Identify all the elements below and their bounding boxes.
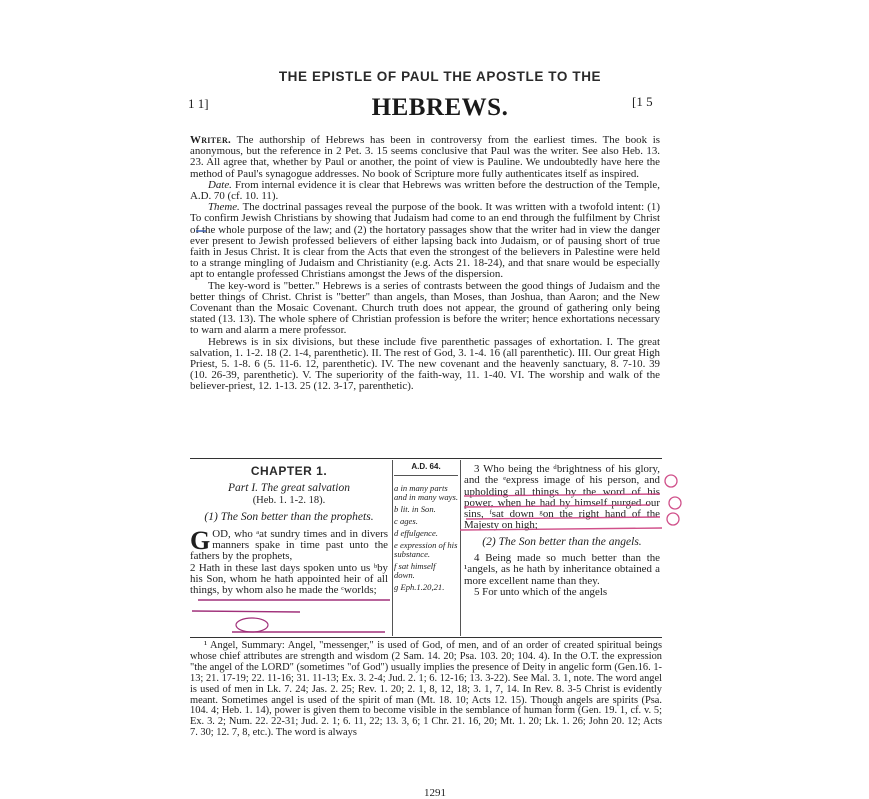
margin-note: b lit. in Son. [394,504,436,514]
section-divider-top [190,458,662,459]
page-number: 1291 [424,787,446,799]
date-text: From internal evidence it is clear that Hebrews was written before the destruction of the Temple, A.D. 70 (cf. 10. 11). [190,178,660,203]
verses-1-2 [190,525,388,597]
writer-paragraph [190,135,660,180]
chapter-heading: CHAPTER 1. [250,464,328,478]
angel-footnote [190,641,662,739]
writer-label: Writer. [190,134,232,146]
verse-3: 3 Who being the ᵈbrightness of his glory, and the ᵉexpress image of his person, and upholding all things by the word of his power, when he had by himself purged our sins, ᶠsat down ᵍon the right hand of the Majesty on high; [464,463,660,532]
epistle-title-line: THE EPISTLE OF PAUL THE APOSTLE TO THE [278,69,602,84]
margin-note: g Eph.1.20,21. [394,582,445,592]
column-divider-right [460,460,461,636]
verse-2: 2 Hath in these last days spoken unto us ᵇby his Son, whom he hath appointed heir of all things, by whom also he made the ᶜworlds; [190,561,388,597]
page-ref-left: 1 1] [188,96,209,111]
column-divider-left [392,460,393,636]
book-introduction [190,135,660,393]
verse-5: 5 For unto which of the angels [474,585,608,598]
book-title: HEBREWS. [371,94,509,121]
margin-note: c ages. [394,516,418,526]
left-text-column [190,466,388,597]
circled-number-3 [667,513,679,525]
section-heading-prophets: (1) The Son better than the prophets. [204,510,374,523]
margin-note: a in many parts and in many ways. [394,483,458,502]
date-marker: A.D. 64. [394,462,458,476]
date-paragraph [190,180,660,202]
keyword-paragraph: The key-word is "better." Hebrews is a series of contrasts between the good things of Judaism and the better things of Christ. Christ is "better" than angels, than Moses, than Joshua, than Aaron; and the New Covenant than the Mosaic Covenant. Church truth does not appear, the ground of gathering only being stated (13. 13). The whole sphere of Christian profession is before the writer; hence exhortations necessary to warn and alarm a mere professor. [190,279,660,337]
section-heading-angels: (2) The Son better than the angels. [482,535,642,548]
page-ref-right: [1 5 [632,94,653,109]
part-reference: (Heb. 1. 1-2. 18). [252,494,326,506]
drop-cap: G [190,525,211,555]
margin-note: f sat himself down. [394,561,436,580]
verse-1-text: OD, who ᵃat sundry times and in divers manners spake in time past unto the fathers by the prophets, [190,527,388,563]
theme-text: The doctrinal passages reveal the purpose of the book. It was written with a twofold intent: (1) To confirm Jewish Christians by showing that Judaism had come to an end through the fulfilment by Christ of the whole purpose of the law; and (2) the hortatory passages show that the writer had in view the danger ever present to Jewish professed believers of either lapsing back into Judaism, or of pausing short of true faith in Jesus Christ. It is clear from the Acts that even the strongest of the believers in Palestine were held to a strange mingling of Judaism and Christianity (e.g. Acts 21. 18-24), and that snare would be especially apt to entangle professed Christians amongst the Jews of the dispersion. [190,201,660,281]
theme-paragraph [190,202,660,280]
right-text-column [464,464,660,598]
verse-1 [190,525,388,563]
footnote-text: ¹ Angel, Summary: Angel, "messenger," is used of God, of men, and of an order of created spiritual beings whose chief attributes are strength and wisdom (2 Sam. 14. 20; Psa. 103. 20; 104. 4). In the O.T. the expression "the angel of the LORD" (sometimes "of God") usually implies the presence of Deity in angelic form (Gen.16. 1-13; 21. 17-19; 22. 11-16; 31. 11-13; Ex. 3. 2-4; Jud. 2. 1; 6. 12-16; 13. 3-22). See Mal. 3. 1, note. The word angel is used of men in Lk. 7. 24; Jas. 2. 25; Rev. 1. 20; 2. 1, 8, 12, 18; 3. 1, 7, 14. In Rev. 8. 3-5 Christ is evidently meant. Sometimes angel is used of the spirit of man (Mt. 18. 10; Acts 12. 15). Though angels are spirits (Psa. 104. 4; Heb. 1. 14), power is given them to become visible in the semblance of human form (Gen. 19. 1, cf. v. 5; Ex. 3. 2; Num. 22. 22-31; Jud. 2. 1; 6. 11, 22; 13. 3, 6; 1 Chr. 21. 16, 20; Mt. 1. 20; Lk. 1. 26; John 20. 12; Acts 7. 30; 12. 7, 8, etc.). The word is always [190,640,662,739]
theme-label: Theme. [208,201,240,214]
footnote-divider [190,637,662,638]
circled-number-1 [665,475,677,487]
circled-number-2 [669,497,681,509]
divisions-paragraph: Hebrews is in six divisions, but these include five parenthetic passages of exhortation. I. The great salvation, 1. 1-2. 18 (2. 1-4, parenthetic). II. The rest of God, 3. 1-4. 16 (all parenthetic). III. Our great High Priest, 5. 1-8. 6 (5. 11-6. 12, parenthetic). IV. The new covenant and the heavenly sanctuary, 8. 7-10. 39 (10. 26-39, parenthetic). V. The superiority of the faith-way, 11. 1-40. VI. The worship and walk of the believer-priest, 12. 1-13. 25 (12. 3-17, parenthetic). [190,335,660,393]
verse-4: 4 Being made so much better than the ¹angels, as he hath by inheritance obtained a more excellent name than they. [464,552,660,587]
margin-note: e expression of his substance. [394,540,458,559]
circle-whom-also [236,618,268,632]
margin-note: d effulgence. [394,528,438,538]
date-label: Date. [208,178,232,191]
underline-verse-2-line2 [192,611,300,612]
part-heading: Part I. The great salvation [228,482,350,495]
writer-text: The authorship of Hebrews has been in controversy from the earliest times. The book is anonymous, but the reference in 2 Pet. 3. 15 seems conclusive that Paul was the writer. See also Heb. 13. 23. All agree that, whether by Paul or another, the point of view is Pauline. We undoubtedly have here the method of Paul's synagogue addresses. No book of Scripture more fully authenticates itself as inspired. [190,134,661,180]
margin-references [394,462,458,595]
